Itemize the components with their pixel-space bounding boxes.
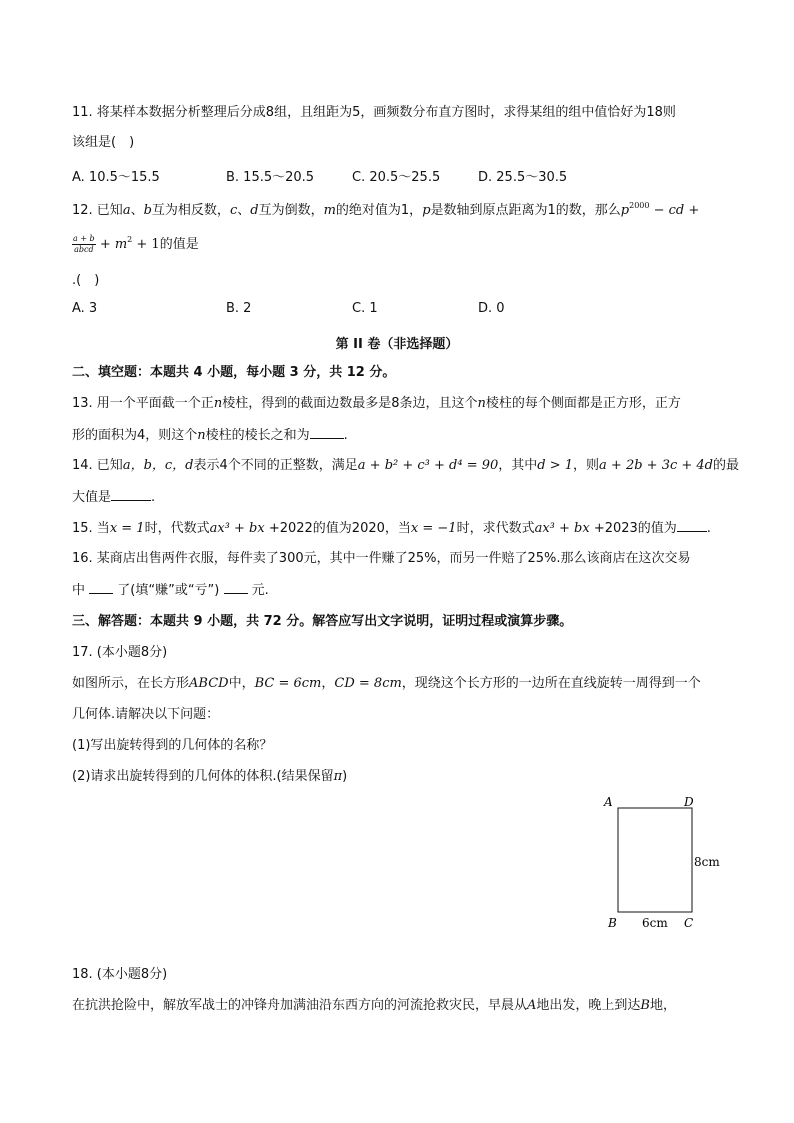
q12-text: 、 [130,203,144,218]
q17-line1 [72,675,701,693]
q15-expression-2: ax³ + bx [534,521,590,536]
q13-text: 棱柱的每个侧面都是正方形，正方 [485,396,681,411]
q13-line2 [72,426,348,445]
q12-option-b: B. 2 [226,301,252,316]
q15-text: 15. 当 [72,521,110,536]
q17-cd: CD = 8cm [334,676,402,691]
q12-var-p: p [422,203,431,218]
q12-expr-p: p [620,203,630,218]
q17-text: ) [342,769,348,784]
q12-text: 、 [237,203,251,218]
q12-line1 [72,197,699,220]
q15-condition-1: x = 1 [109,521,145,536]
q17-text: 中， [228,676,255,691]
q17-text: (2)请求出旋转得到的几何体的体积.(结果保留 [72,769,334,784]
q13-line1 [72,395,681,413]
q11-options [72,166,732,184]
side-cd-length-label: 8cm [694,855,720,869]
q11-option-d: D. 25.5～30.5 [478,170,568,185]
q17-bc: BC = 6cm [254,676,322,691]
q12-text: 的值是 [159,237,199,252]
q11-option-b: B. 15.5～20.5 [226,170,315,185]
q13-text: 形的面积为4，则这个 [72,428,198,443]
q12-line3: .( ) [72,273,100,288]
q17-sub1: (1)写出旋转得到的几何体的名称？ [72,738,273,753]
q17-text: ， [321,676,335,691]
vertex-d-label: D [684,795,694,809]
q12-text: 是数轴到原点距离为1的数，那么 [430,203,621,218]
q14-text: 大值是 [72,490,112,505]
q18-place-a: A [527,998,537,1013]
q17-pi: π [333,769,343,784]
q12-var-a: a [122,203,131,218]
q14-text: 表示4个不同的正整数，满足 [193,458,358,473]
q15-text: 时，求代数式 [456,521,535,536]
q12-option-a: A. 3 [72,301,98,316]
q18-text: 地， [649,998,676,1013]
q15-expression-1: ax³ + bx [209,521,265,536]
q14-expression: a + 2b + 3c + 4d [599,458,714,473]
q12-options [72,301,732,319]
q11-line1: 11. 将某样本数据分析整理后分成8组，且组距为5，画频数分布直方图时，求得某组的组中值恰好为18则 [72,105,676,120]
q13-text: . [343,428,348,443]
q18-text: 在抗洪抢险中，解放军战士的冲锋舟加满油沿东西方向的河流抢救灾民，早晨从 [72,998,528,1013]
q15-line [72,519,711,538]
q17-text: 如图所示，在长方形 [72,676,190,691]
q16-line2 [72,581,269,600]
rectangle-abcd [618,808,692,912]
q15-condition-2: x = −1 [410,521,457,536]
q12-expr-m: + m [95,237,128,252]
answer-section-header: 三、解答题：本题共 9 小题，共 72 分。解答应写出文字说明，证明过程或演算步骤。 [72,614,573,629]
q16-answer-blank-1[interactable] [89,581,113,594]
q16-answer-blank-2[interactable] [224,581,248,594]
q11-option-c: C. 20.5～25.5 [352,170,441,185]
q12-text: 互为倒数， [258,203,324,218]
q12-text: 的绝对值为1， [335,203,423,218]
q17-rectangle-figure [600,792,730,932]
q12-text: 互为相反数， [151,203,230,218]
q14-vars: a，b，c，d [122,458,194,473]
q13-var-n: n [213,396,223,411]
q15-text: 时，代数式 [144,521,210,536]
q14-equation: a + b² + c³ + d⁴ = 90 [357,458,499,473]
q13-text: 棱柱的棱长之和为 [205,428,310,443]
q15-text: +2023的值为 [589,521,677,536]
q14-text: ，其中 [498,458,538,473]
q12-expr-cd: − cd + [649,203,700,218]
q14-line2 [72,488,155,507]
fill-in-header: 二、填空题：本题共 4 小题，每小题 3 分，共 12 分。 [72,365,396,380]
q11-option-a: A. 10.5～15.5 [72,170,160,185]
q16-text: 元. [247,583,269,598]
q14-condition: d > 1 [537,458,574,473]
q14-text: ，则 [573,458,600,473]
q11-line2: 该组是( ) [72,135,135,150]
q18-line1 [72,997,676,1015]
q12-var-c: c [229,203,238,218]
q18-title: 18. (本小题8分) [72,967,168,982]
vertex-b-label: B [608,916,617,930]
q12-option-d: D. 0 [478,301,505,316]
q12-option-c: C. 1 [352,301,378,316]
q15-text: +2022的值为2020，当 [264,521,411,536]
q14-text: . [151,490,156,505]
section-2-title: 第 II 卷（非选择题） [335,337,459,352]
q12-frac-den: abcd [74,245,94,254]
q13-var-n: n [197,428,206,443]
q15-answer-blank[interactable] [677,519,707,532]
q16-line1: 16. 某商店出售两件衣服，每件卖了300元，其中一件赚了25%，而另一件赔了25%.那么该商店在这次交易 [72,551,691,566]
vertex-a-label: A [604,795,613,809]
q13-var-n: n [477,396,486,411]
q17-title: 17. (本小题8分) [72,645,168,660]
q12-expr-plus1: + 1 [132,237,160,252]
q13-answer-blank[interactable] [310,426,344,439]
q14-text: 14. 已知 [72,458,123,473]
q18-text: 地出发，晚上到达 [536,998,641,1013]
vertex-c-label: C [684,916,694,930]
q14-answer-blank[interactable] [111,488,151,501]
q17-sub2 [72,768,347,786]
q16-text: 了(填“赚”或“亏”) [113,583,224,598]
q14-text: 的最 [713,458,740,473]
q12-var-b: b [143,203,152,218]
q16-text: 中 [72,583,90,598]
q17-line2: 几何体.请解决以下问题： [72,707,220,722]
q18-place-b: B [640,998,650,1013]
q13-text: 13. 用一个平面截一个正 [72,396,214,411]
q15-text: . [706,521,711,536]
q12-exponent: 2000 [629,201,650,210]
q12-var-m: m [323,203,336,218]
q13-text: 棱柱，得到的截面边数最多是8条边，且这个 [222,396,478,411]
q12-line2 [72,228,199,257]
rectangle-diagram [600,792,730,932]
q12-frac-num: a + b [73,234,95,243]
q12-var-d: d [250,203,259,218]
q17-rect-name: ABCD [189,676,229,691]
side-bc-length-label: 6cm [642,916,668,930]
q12-exponent-2: 2 [127,235,133,244]
q12-fraction [72,234,96,255]
q14-line1 [72,457,739,475]
q12-text: 12. 已知 [72,203,123,218]
q17-text: ，现绕这个长方形的一边所在直线旋转一周得到一个 [401,676,701,691]
